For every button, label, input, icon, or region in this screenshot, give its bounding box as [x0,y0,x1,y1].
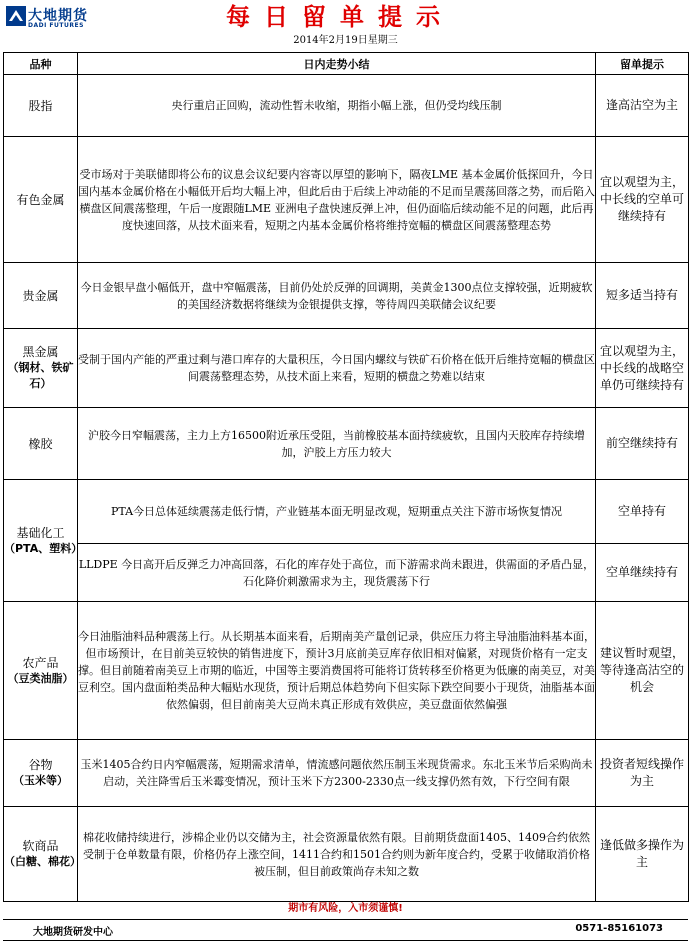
category-name: 黑金属 [22,345,59,359]
summary-cell: 沪胶今日窄幅震荡，主力上方16500附近承压受阻，当前橡胶基本面持续疲软，且国内天胶库存持续增加，沪胶上方压力较大 [78,408,596,480]
table-row [4,329,689,408]
category-subtitle: （PTA、塑料） [4,541,83,555]
category-cell [4,807,81,902]
tip-cell: 宜以观望为主，中长线的空单可继续持有 [596,137,689,263]
tip-cell: 空单继续持有 [596,544,689,602]
category-cell [4,480,83,602]
report-date: 2014年2月19日星期三 [293,35,398,46]
category-cell [4,137,78,263]
footer-organization: 大地期货研发中心 [33,927,113,938]
category-name: 贵金属 [22,288,59,303]
tip-cell: 宜以观望为主，中长线的战略空单仍可继续持有 [596,329,689,408]
tip-cell: 逢高沽空为主 [596,75,689,137]
logo-english-text: DADI FUTURES [28,22,84,29]
header [0,0,691,32]
table-row [4,740,689,807]
summary-cell: 央行重启正回购，流动性暂未收缩，期指小幅上涨，但仍受均线压制 [78,75,596,137]
tip-cell: 建议暂时观望，等待逢高沽空的机会 [596,602,689,740]
category-name: 软商品 [22,839,59,853]
category-cell [4,263,78,329]
category-subtitle: （白糖、棉花） [4,855,81,868]
summary-cell: 玉米1405合约日内窄幅震荡，短期需求清单，情流感问题依然压制玉米现货需求。东北玉米节后采购尚未启动，关注降雪后玉米霉变情况，预计玉米下方2300-2330点一线支撑仍然有效，下行空间有限 [78,740,596,807]
table-row [4,75,689,137]
table-row [4,807,689,902]
column-header-summary: 日内走势小结 [78,53,596,75]
page-title: 每日留单提示 [226,3,454,31]
summary-cell: LLDPE 今日高开后反弹乏力冲高回落，石化的库存处于高位，而下游需求尚未跟进，供需面的矛盾凸显，石化降价刺激需求为主，现货震荡下行 [78,544,596,602]
table-row [4,263,689,329]
category-name: 农产品 [22,655,59,670]
column-header-category: 品种 [4,53,78,75]
category-cell [4,329,78,408]
category-cell [4,740,78,807]
summary-cell: 棉花收储持续进行，涉棉企业仍以交储为主，社会资源量依然有限。目前期货盘面1405、1409合约依然受制于仓单数量有限，价格仍存上涨空间，1411合约和1501合约则为新年度合约，受累于收储取消价格被压制，但目前政策尚存未知之数 [78,807,596,902]
category-name: 有色金属 [16,192,65,207]
summary-cell: 受市场对于美联储即将公布的议息会议纪要内容寄以厚望的影响下，隔夜LME 基本金属价低探回升，今日国内基本金属价格在小幅低开后均大幅上冲，但此后由于后续上冲动能的不足而呈震荡回落之势，而后陷入横盘区间震荡整理，午后一度跟随LME 亚洲电子盘快速反弹上冲，但仍面临后续动能不足的问题，此后再度快速回落，从技术面来看，短期之内基本金属价格将维持宽幅的横盘区间震荡整理态势 [78,137,596,263]
table-header-row [4,53,689,75]
category-cell [4,75,78,137]
category-subtitle: （钢材、铁矿石） [7,361,74,390]
category-subtitle: （玉米等） [13,774,68,787]
column-header-tip: 留单提示 [596,53,689,75]
summary-cell: PTA今日总体延续震荡走低行情，产业链基本面无明显改观，短期重点关注下游市场恢复情况 [78,480,596,544]
logo-chinese-text: 大地期货 [28,8,88,24]
tip-cell: 逢低做多操作为主 [596,807,689,902]
category-name: 谷物 [28,758,53,772]
tip-cell: 投资者短线操作为主 [596,740,689,807]
category-cell [4,602,78,740]
category-name: 橡胶 [28,436,53,451]
company-logo [6,6,118,30]
table-row [4,408,689,480]
tip-cell: 空单持有 [596,480,689,544]
footer-bar [3,919,688,941]
footer-phone: 0571-85161073 [575,923,663,934]
summary-cell: 受制于国内产能的严重过剩与港口库存的大量积压，今日国内螺纹与铁矿石价格在低开后维持宽幅的横盘区间震荡整理态势，从技术面上来看，短期的横盘之势难以结束 [78,329,596,408]
category-cell [4,408,78,480]
daily-tips-table [3,52,689,902]
tip-cell: 前空继续持有 [596,408,689,480]
risk-warning: 期市有风险，入市须谨慎! [288,903,403,914]
table-row [4,602,689,740]
summary-cell: 今日金银早盘小幅低开，盘中窄幅震荡，目前仍处於反弹的回调期，美黄金1300点位支撑较强，近期疲软的美国经济数据将继续为金银提供支撑，等待周四美联储会议纪要 [78,263,596,329]
tip-cell: 短多适当持有 [596,263,689,329]
table-row [4,544,689,602]
dadi-logo-icon [6,6,26,26]
summary-cell: 今日油脂油料品种震荡上行。从长期基本面来看，后期南美产量创记录，供应压力将主导油脂油料基本面，但市场预计，在目前美豆较快的销售进度下，预计3月底前美豆库存依旧相对偏紧，对现货价格有一定支撑。但目前随着南美豆上市期的临近，中国等主要消费国将可能将订货转移至价格更为低廉的南美豆，对美豆利空。国内盘面粕类品种大幅贴水现货，预计后期总体趋势向下但实际下跌空间要小于现货，油脂基本面依然偏弱，但目前南美大豆尚未真正形成有效供应，美豆盘面依然偏强 [78,602,596,740]
table-row [4,137,689,263]
table-row [4,480,689,544]
category-name: 股指 [28,98,53,113]
category-name: 基础化工 [16,525,65,540]
category-subtitle: （豆类油脂） [7,671,74,685]
